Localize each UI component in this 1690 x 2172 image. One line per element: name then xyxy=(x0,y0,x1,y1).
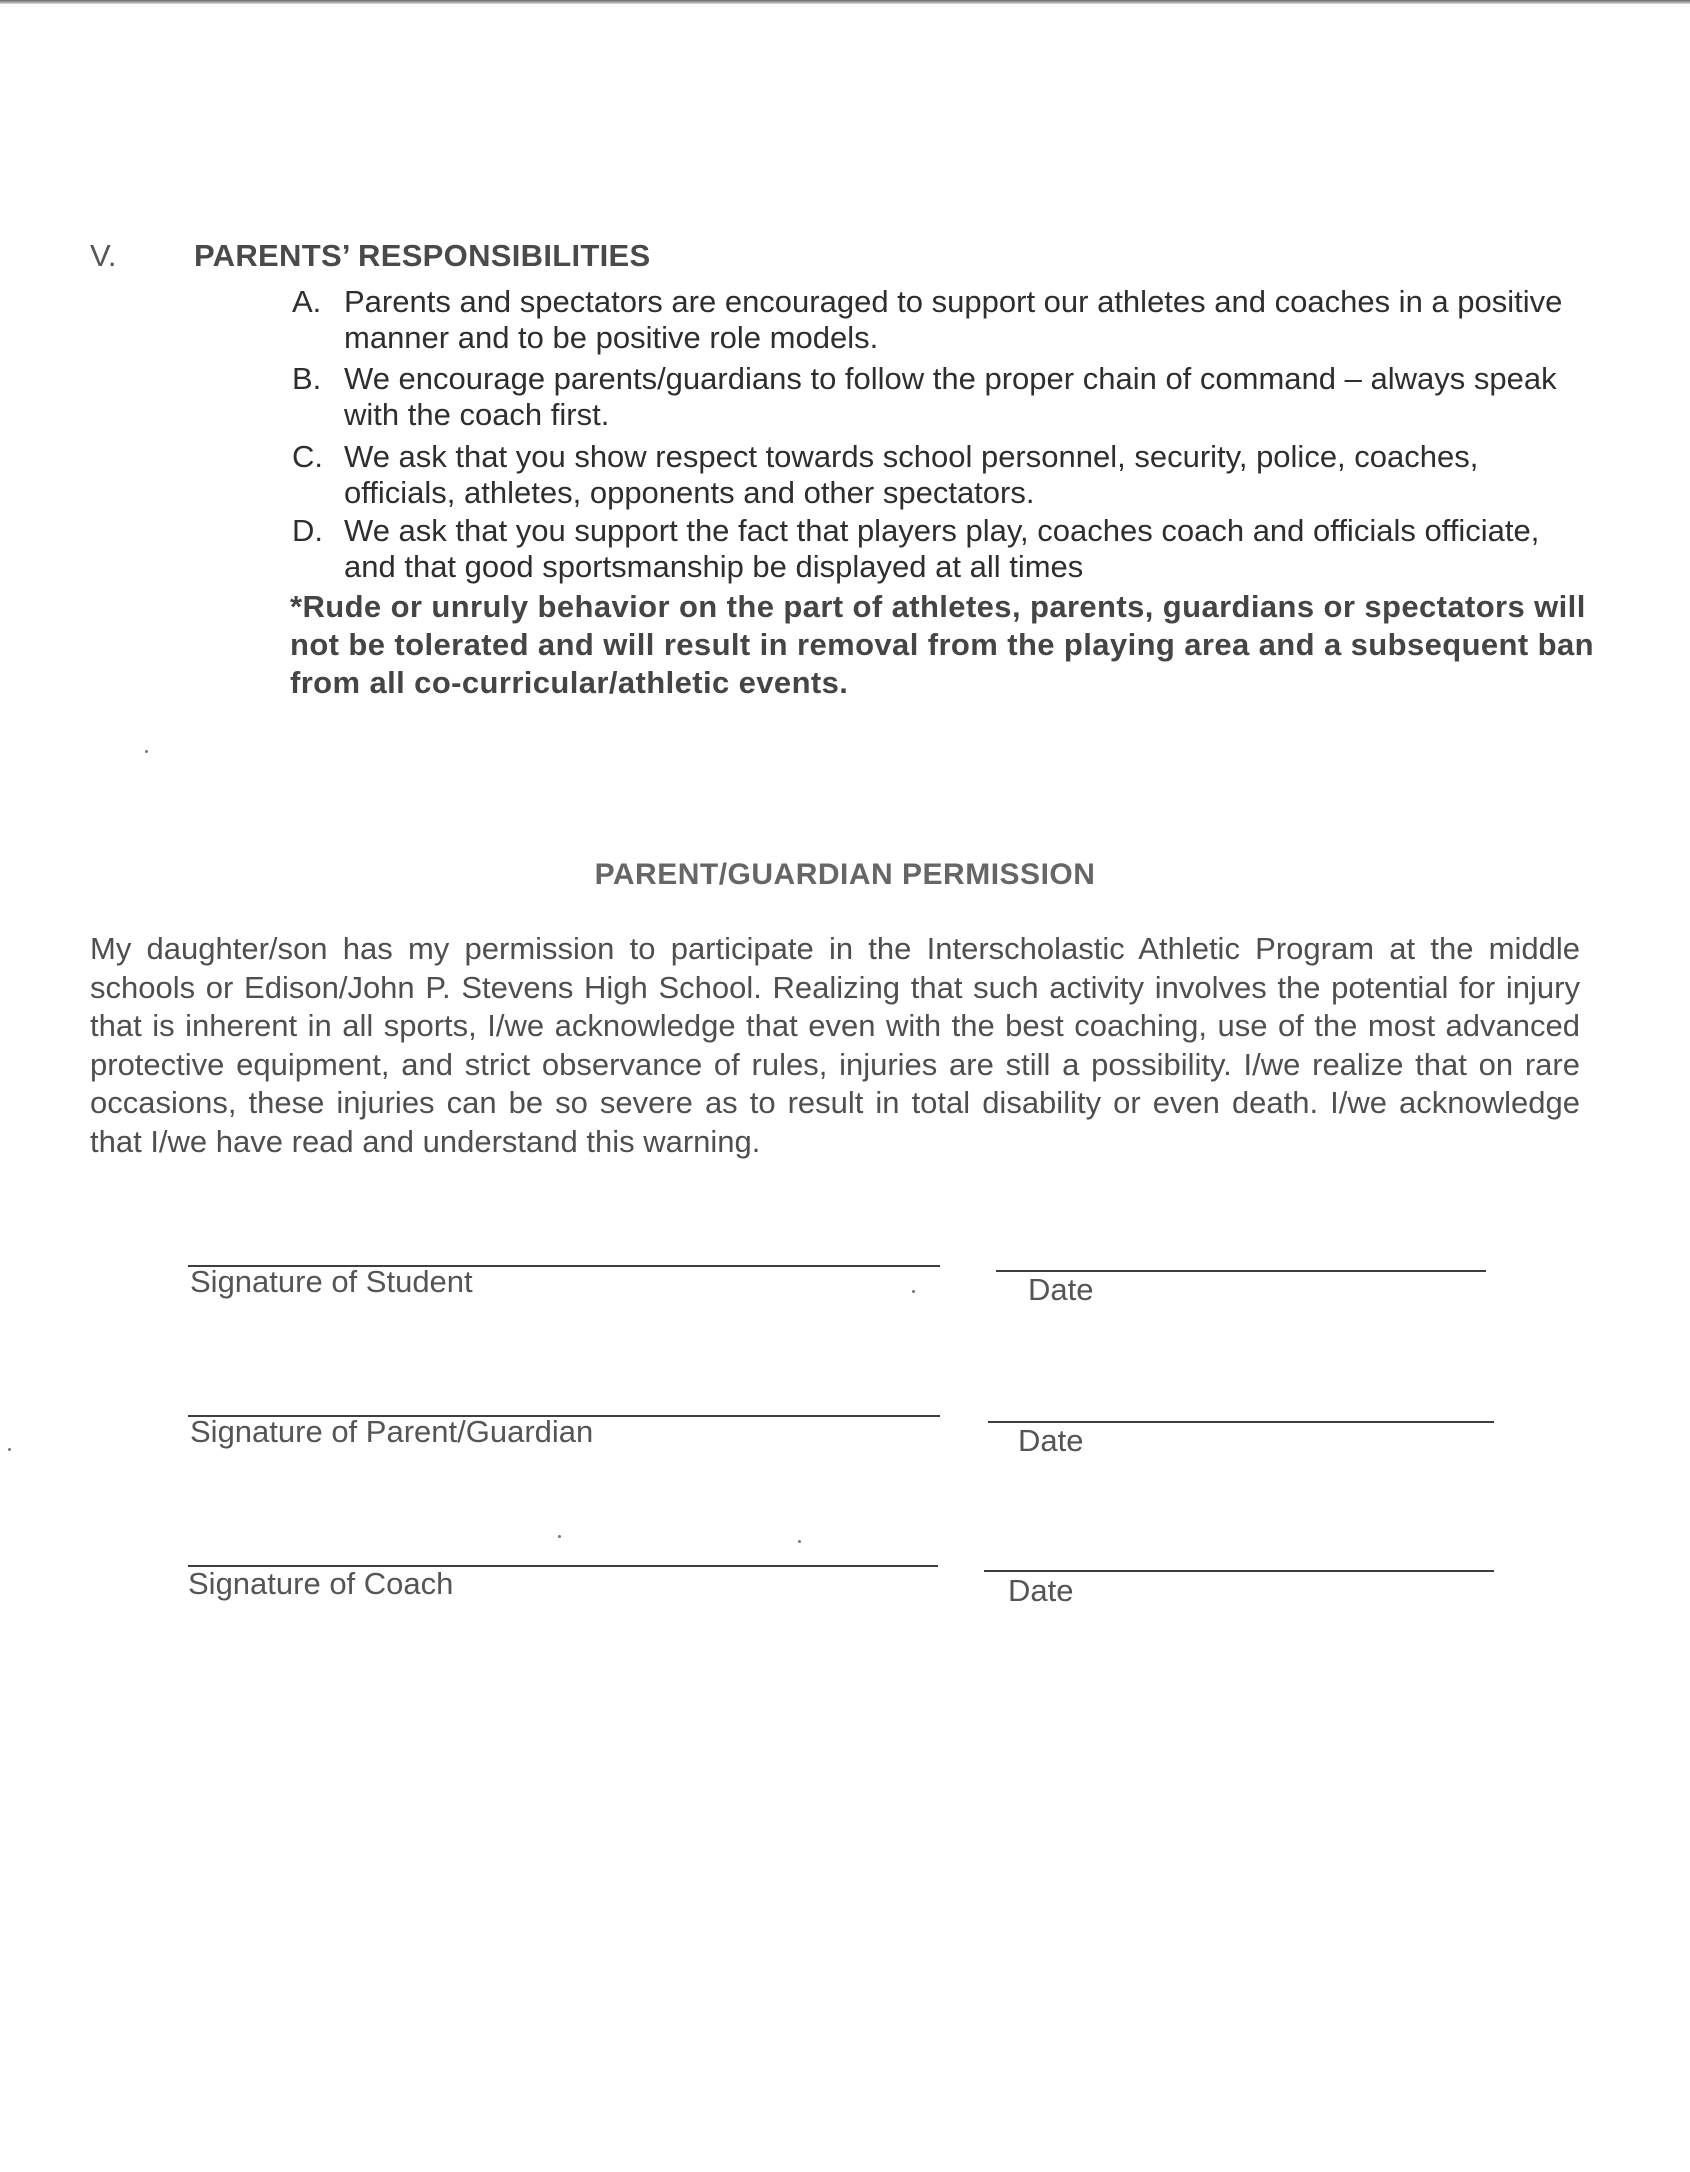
section-number: V. xyxy=(90,238,117,273)
permission-statement: My daughter/son has my permission to participate in the Interscholastic Athletic Program at the middle schools or Edison/John P. Stevens High School. Realizing that such activity involves the potential for injury that is inherent in all sports, I/we acknowledge that even with the best coaching, use of the most advanced protective equipment, and strict observance of rules, injuries are still a possibility. I/we realize that on rare occasions, these injuries can be so severe as to result in total disability or even death. I/we acknowledge that I/we have read and understand this warning. xyxy=(90,931,1580,1159)
student-signature-label: Signature of Student xyxy=(190,1264,473,1299)
item-letter: D. xyxy=(292,513,323,548)
item-text: We ask that you support the fact that players play, coaches coach and officials officiate, and that good sportsmanship be displayed at all times xyxy=(344,513,1540,584)
scan-speck xyxy=(8,1448,11,1451)
section-heading xyxy=(90,238,990,278)
item-text: We ask that you show respect towards school personnel, security, police, coaches, officials, athletes, opponents and other spectators. xyxy=(344,439,1479,510)
coach-date-label: Date xyxy=(1008,1573,1074,1608)
coach-date-line[interactable] xyxy=(984,1570,1494,1572)
item-letter: C. xyxy=(292,439,323,474)
permission-title: PARENT/GUARDIAN PERMISSION xyxy=(594,858,1096,891)
scan-speck xyxy=(558,1535,561,1538)
parent-date-label: Date xyxy=(1018,1423,1084,1458)
coach-signature-label: Signature of Coach xyxy=(188,1566,454,1601)
conduct-notice: *Rude or unruly behavior on the part of athletes, parents, guardians or spectators will not be tolerated and will result in removal from the playing area and a subsequent ban from all co-curricular/athletic events. xyxy=(290,589,1594,700)
item-text: We encourage parents/guardians to follow the proper chain of command – always speak with the coach first. xyxy=(344,361,1557,432)
item-letter: B. xyxy=(292,361,322,396)
scan-speck xyxy=(912,1290,915,1293)
section-title: PARENTS’ RESPONSIBILITIES xyxy=(194,238,651,273)
scan-top-edge xyxy=(0,0,1690,4)
scan-speck xyxy=(145,750,148,753)
item-letter: A. xyxy=(292,284,322,319)
parent-signature-label: Signature of Parent/Guardian xyxy=(190,1414,594,1449)
scan-speck xyxy=(798,1540,801,1543)
student-date-label: Date xyxy=(1028,1272,1094,1307)
item-text: Parents and spectators are encouraged to support our athletes and coaches in a positive manner and to be positive role models. xyxy=(344,284,1563,355)
